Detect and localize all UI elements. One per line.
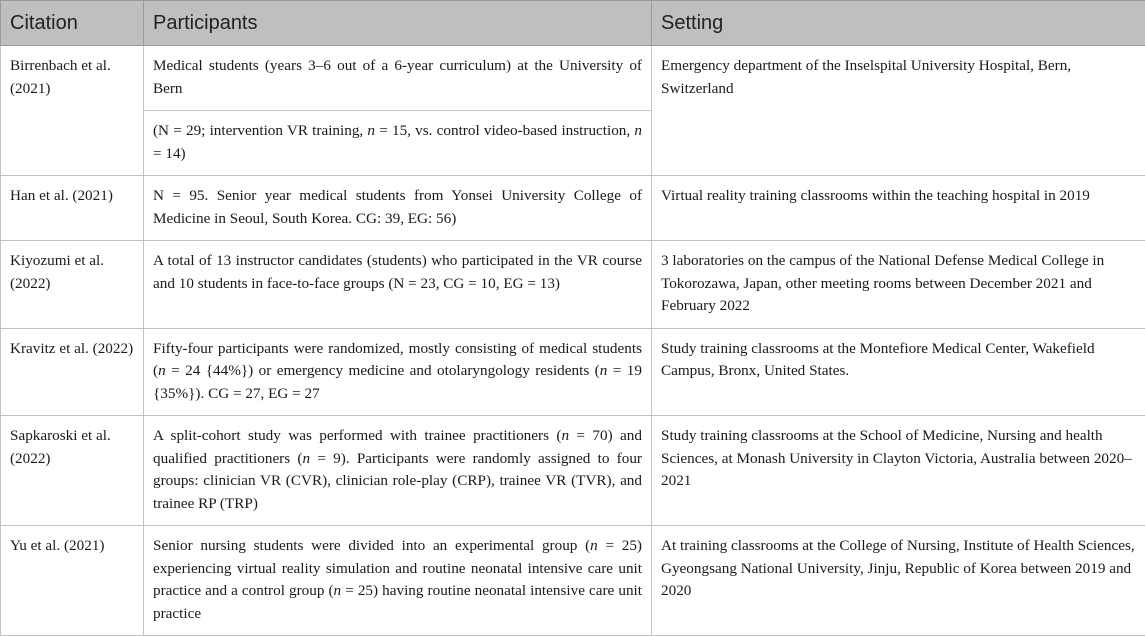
setting-cell: Virtual reality training classrooms within the teaching hospital in 2019 <box>652 176 1145 241</box>
setting-cell: Emergency department of the Inselspital University Hospital, Bern, Switzerland <box>652 46 1145 176</box>
table-body <box>1 46 1145 636</box>
text-run: = 14) <box>153 145 186 162</box>
text-run: = 25) having routine neonatal intensive care unit practice <box>153 582 642 622</box>
participants-cell: N = 95. Senior year medical students from Yonsei University College of Medicine in Seoul, South Korea. CG: 39, EG: 56) <box>144 176 652 241</box>
text-run: = 25) experiencing virtual reality simulation and routine neonatal intensive care unit practice and a control group ( <box>153 537 642 599</box>
text-run: Senior nursing students were divided into an experimental group ( <box>153 537 590 554</box>
text-run: (N = 29; intervention VR training, <box>153 122 367 139</box>
citation-cell: Kravitz et al. (2022) <box>1 328 144 416</box>
setting-cell: 3 laboratories on the campus of the National Defense Medical College in Tokorozawa, Japan, other meeting rooms between December 2021 and February 2022 <box>652 241 1145 329</box>
table-row <box>1 416 1145 526</box>
table-row <box>1 176 1145 241</box>
header-citation: Citation <box>1 1 144 46</box>
italic-n: n <box>561 427 569 444</box>
citation-cell: Han et al. (2021) <box>1 176 144 241</box>
italic-n: n <box>334 582 342 599</box>
text-run: = 24 {44%}) or emergency medicine and otolaryngology residents ( <box>166 362 600 379</box>
participants-cell <box>144 111 652 176</box>
participants-cell <box>144 416 652 526</box>
header-row <box>1 1 1145 46</box>
text-run: = 15, vs. control video-based instruction, <box>375 122 634 139</box>
text-run: A split-cohort study was performed with trainee practitioners ( <box>153 427 561 444</box>
setting-cell: At training classrooms at the College of Nursing, Institute of Health Sciences, Gyeongsang National University, Jinju, Republic of Korea between 2019 and 2020 <box>652 526 1145 636</box>
italic-n: n <box>600 362 608 379</box>
header-participants: Participants <box>144 1 652 46</box>
participants-cell <box>144 328 652 416</box>
italic-n: n <box>367 122 375 139</box>
header-setting: Setting <box>652 1 1145 46</box>
italic-n: n <box>590 537 598 554</box>
citation-cell: Birrenbach et al. (2021) <box>1 46 144 176</box>
setting-cell: Study training classrooms at the Montefiore Medical Center, Wakefield Campus, Bronx, United States. <box>652 328 1145 416</box>
italic-n: n <box>158 362 166 379</box>
italic-n: n <box>634 122 642 139</box>
table-header <box>1 1 1145 46</box>
table-row <box>1 526 1145 636</box>
participants-cell <box>144 526 652 636</box>
table-row <box>1 328 1145 416</box>
table-row <box>1 46 1145 111</box>
text-run: = 70) and qualified practitioners ( <box>153 427 642 467</box>
citation-cell: Yu et al. (2021) <box>1 526 144 636</box>
participants-cell: Medical students (years 3–6 out of a 6-year curriculum) at the University of Bern <box>144 46 652 111</box>
text-run: = 19 {35%}). CG = 27, EG = 27 <box>153 362 642 402</box>
setting-cell: Study training classrooms at the School of Medicine, Nursing and health Sciences, at Monash University in Clayton Victoria, Australia between 2020–2021 <box>652 416 1145 526</box>
citation-cell: Kiyozumi et al. (2022) <box>1 241 144 329</box>
text-run: = 9). Participants were randomly assigned to four groups: clinician VR (CVR), clinician role-play (CRP), trainee VR (TVR), and trainee RP (TRP) <box>153 450 642 512</box>
citation-cell: Sapkaroski et al. (2022) <box>1 416 144 526</box>
table-row <box>1 241 1145 329</box>
participants-cell: A total of 13 instructor candidates (students) who participated in the VR course and 10 students in face-to-face groups (N = 23, CG = 10, EG = 13) <box>144 241 652 329</box>
text-run: Fifty-four participants were randomized, mostly consisting of medical students ( <box>153 340 642 380</box>
italic-n: n <box>302 450 310 467</box>
